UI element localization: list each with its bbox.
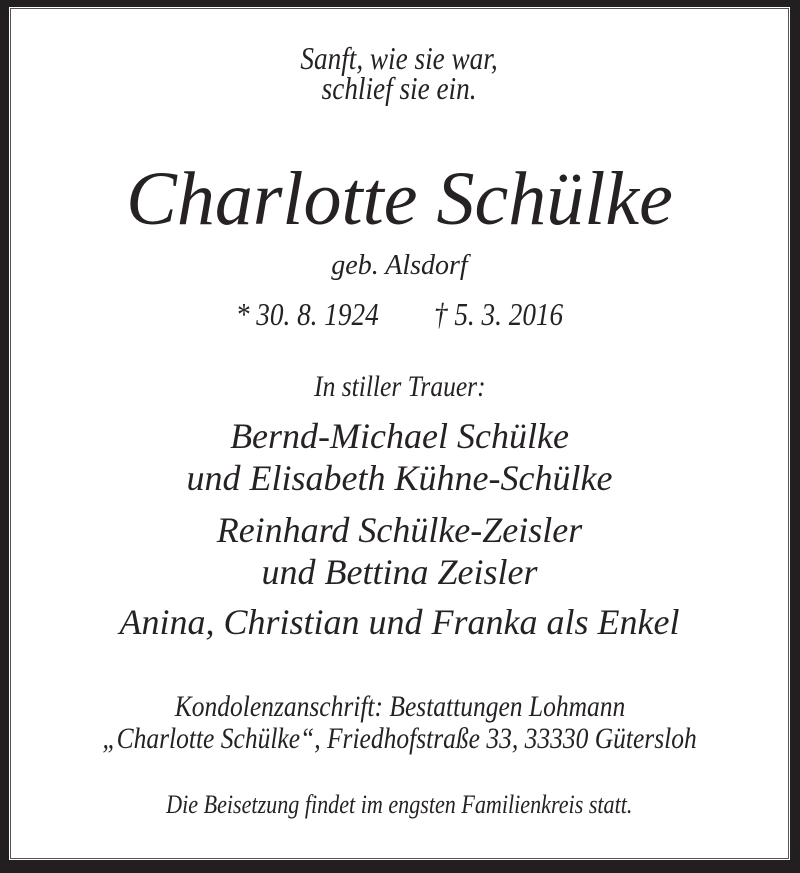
mourner-family-2-line-1: Reinhard Schülke-Zeisler <box>216 510 583 550</box>
mourner-family-1-line-2: und Elisabeth Kühne-Schülke <box>186 458 613 498</box>
condolence-line-2-text: „Charlotte Schülke“, Friedhofstraße 33, 33330 Gütersloh <box>102 722 697 755</box>
maiden-name: geb. Alsdorf <box>331 250 468 281</box>
notice-paper <box>9 7 790 860</box>
epigraph-line-2 <box>11 70 788 106</box>
closing-note <box>11 791 788 819</box>
condolence-line-1-text: Kondolenzanschrift: Bestattungen Lohmann <box>174 690 625 723</box>
epigraph-line-1-text: Sanft, wie sie war, <box>300 40 499 76</box>
epigraph-line-2-text: schlief sie ein. <box>322 70 477 106</box>
mourner-family-2-line-2: und Bettina Zeisler <box>261 552 538 592</box>
epigraph <box>11 40 788 106</box>
death-date: † 5. 3. 2016 <box>433 296 564 332</box>
notice-content <box>11 9 788 819</box>
life-dates <box>69 297 729 331</box>
mourner-family-2 <box>11 509 788 593</box>
condolence-line-2 <box>11 723 788 755</box>
birth-date: * 30. 8. 1924 <box>235 296 379 332</box>
condolence-address <box>11 691 788 755</box>
mourning-intro-text: In stiller Trauer: <box>313 370 486 403</box>
closing-note-text: Die Beisetzung findet im engsten Familienkreis statt. <box>166 790 633 819</box>
grandchildren-line: Anina, Christian und Franka als Enkel <box>119 602 680 642</box>
deceased-name: Charlotte Schülke <box>126 157 673 241</box>
mourner-family-1-line-1: Bernd-Michael Schülke <box>230 416 569 456</box>
mourner-family-1 <box>11 415 788 499</box>
epigraph-line-1 <box>11 40 788 76</box>
condolence-line-1 <box>11 691 788 723</box>
notice-hairline-border <box>10 8 789 859</box>
mourning-intro <box>11 371 788 403</box>
